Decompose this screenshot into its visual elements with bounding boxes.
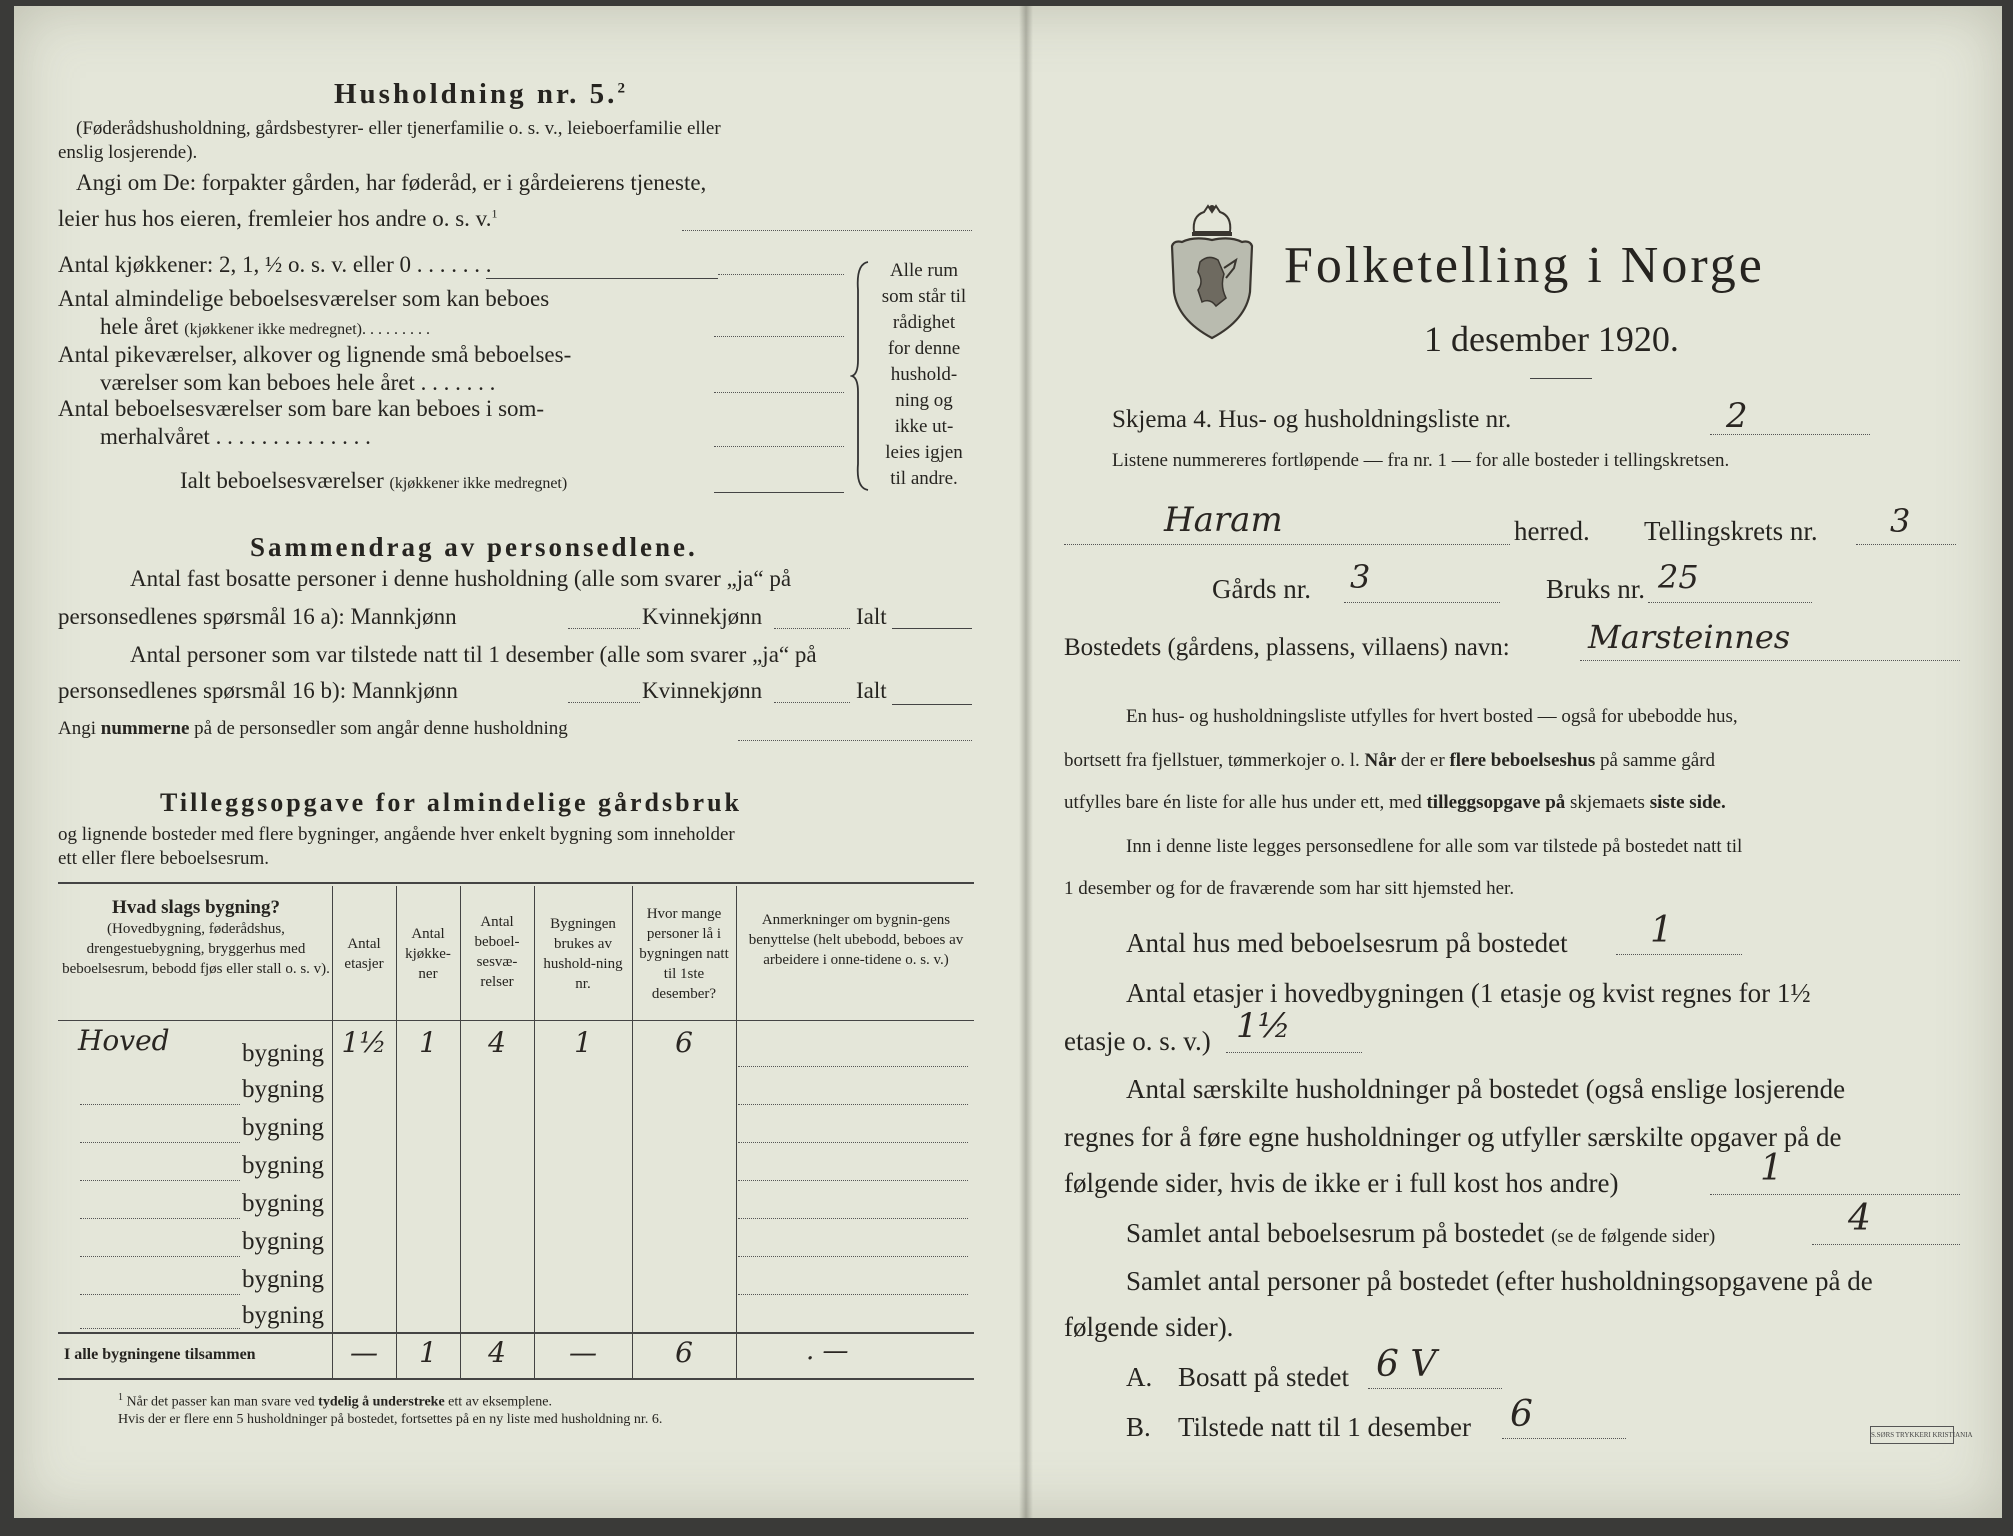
kitchens-label: Antal kjøkkener: 2, 1, ½ o. s. v. eller 0 . . . . . . . — [58, 252, 492, 277]
th-etasjer: Antal etasjer — [344, 936, 384, 972]
th-kjokkener: Antal kjøkke-ner — [405, 926, 451, 982]
tilstede-letter: B. — [1126, 1412, 1151, 1442]
angi-nummer-answer[interactable] — [738, 740, 972, 741]
para1-line2 — [1064, 750, 1715, 772]
tellingskrets-value[interactable]: 3 — [1890, 502, 1911, 540]
tillegg-title: Tilleggsopgave for almindelige gårdsbruk — [160, 788, 743, 817]
printer-stamp: S.SØRS TRYKKERI KRISTIANIA — [1870, 1426, 1954, 1444]
brace-note-line: som står til — [881, 286, 967, 307]
total-rooms-answer[interactable] — [714, 492, 844, 493]
total-vaerelser[interactable]: 4 — [488, 1336, 506, 1369]
para2-line2: 1 desember og for de fraværende som har sitt hjemsted her. — [1064, 878, 1515, 899]
regular-rooms-label-1: Antal almindelige beboelsesværelser som kan beboes — [58, 286, 550, 311]
para1-line2c: der er — [1400, 750, 1445, 771]
summary-a-ialt-label: Ialt — [856, 604, 887, 629]
angi-line-2-text: leier hus hos eieren, fremleier hos andre o. s. v. — [58, 206, 492, 231]
th-anmerkninger: Anmerkninger om bygnin-gens benyttelse (helt ubebodd, beboes av arbeidere i onne-tidene o. s. v.) — [748, 912, 964, 968]
summary-b-ialt-label: Ialt — [856, 678, 887, 703]
kitchens-underline — [486, 278, 718, 279]
summer-rooms-label-2: merhalvåret . . . . . . . . . . . . . . — [100, 424, 371, 449]
regular-rooms-label-2b: (kjøkkener ikke medregnet). . . . . . . . . — [184, 321, 430, 338]
etasjer-answer-line — [1226, 1052, 1362, 1053]
table-top-border — [58, 882, 974, 884]
tilstede-value[interactable]: 6 — [1510, 1394, 1533, 1435]
para1-line2a: bortsett fra fjellstuer, tømmerkojer o. l. — [1064, 750, 1360, 771]
row-anm-line[interactable] — [738, 1066, 968, 1067]
tilstede-label: Tilstede natt til 1 desember — [1178, 1412, 1471, 1442]
para1-line1: En hus- og husholdningsliste utfylles for hvert bosted — også for ubebodde hus, — [1126, 706, 1738, 727]
bosatt-label: Bosatt på stedet — [1178, 1362, 1349, 1392]
para1-line3d: siste side. — [1649, 792, 1726, 813]
para1-line3a: utfylles bare én liste for alle hus under ett, med — [1064, 792, 1422, 813]
angi-nummer-c: på de personsedler som angår denne husholdning — [194, 718, 568, 739]
brace-note-line: ikke ut- — [894, 416, 954, 437]
pers-label-2: følgende sider). — [1064, 1312, 1234, 1342]
row-type-line[interactable] — [80, 1180, 240, 1181]
tillegg-line-2: ett eller flere beboelsesrum. — [58, 848, 270, 869]
th-building-type — [62, 898, 330, 979]
table-col-divider — [460, 886, 461, 1378]
row-suffix: bygning — [242, 1302, 324, 1329]
th-building-type-rest: (Hovedbygning, føderådshus, drengestuebygning, bryggerhus med beboelsesrum, bebodd fjøs eller stall o. s. v). — [62, 921, 330, 977]
summary-b-kvinne-label: Kvinnekjønn — [642, 678, 763, 703]
row-suffix: bygning — [242, 1190, 324, 1217]
skjema-label: Skjema 4. Hus- og husholdningsliste nr. — [1112, 406, 1512, 433]
census-sheet — [14, 6, 2002, 1518]
etasjer-label-2: etasje o. s. v.) — [1064, 1026, 1211, 1056]
brace-note-line: rådighet — [892, 312, 956, 333]
brace-note-line: Alle rum — [889, 260, 959, 281]
total-anmerkninger[interactable]: . — — [806, 1336, 849, 1366]
kitchens-answer[interactable] — [718, 274, 844, 275]
summary-b-line-2: personsedlenes spørsmål 16 b): Mannkjønn — [58, 678, 458, 703]
hus-label: Antal hus med beboelsesrum på bostedet — [1126, 928, 1568, 958]
main-date: 1 desember 1920. — [1424, 319, 1679, 359]
total-rooms-text: Ialt beboelsesværelser — [180, 468, 384, 493]
row-type-line[interactable] — [80, 1328, 240, 1329]
table-col-divider — [534, 886, 535, 1378]
brace-note-line: for denne — [887, 338, 961, 359]
hush-value[interactable]: 1 — [1760, 1148, 1783, 1189]
tellingskrets-label: Tellingskrets nr. — [1644, 516, 1818, 546]
row-suffix: bygning — [242, 1040, 324, 1067]
tillegg-line-1: og lignende bosteder med flere bygninger, angående hver enkelt bygning som inneholder — [58, 824, 735, 845]
angi-nummer-b: nummerne — [100, 718, 190, 739]
row-type-line[interactable] — [80, 1218, 240, 1219]
intro-line-2: enslig losjerende). — [58, 142, 198, 163]
summary-b-kvinne-answer[interactable] — [774, 702, 850, 703]
summary-b-mann-answer[interactable] — [568, 702, 640, 703]
row-anm-line[interactable] — [738, 1142, 968, 1143]
brace-note-line: hushold- — [890, 364, 958, 385]
summary-a-kvinne-label: Kvinnekjønn — [642, 604, 763, 629]
hus-answer-line — [1616, 954, 1742, 955]
table-col-divider — [632, 886, 633, 1378]
gards-answer-line — [1344, 602, 1500, 603]
brace-icon — [850, 260, 872, 492]
summary-title: Sammendrag av personsedlene. — [250, 532, 698, 562]
hus-value[interactable]: 1 — [1650, 910, 1673, 951]
row-anm-line[interactable] — [738, 1218, 968, 1219]
bosted-answer-line — [1580, 660, 1960, 661]
para1-line2b: Når — [1364, 750, 1397, 771]
household-title-footnote: 2 — [617, 80, 628, 97]
herred-value[interactable]: Haram — [1164, 500, 1283, 540]
rom-label — [1126, 1218, 1715, 1249]
summary-a-mann-answer[interactable] — [568, 628, 640, 629]
angi-nummer — [58, 718, 568, 740]
hush-label-1: Antal særskilte husholdninger på bostedet (også enslige losjerende — [1126, 1074, 1846, 1104]
row-type-line[interactable] — [80, 1142, 240, 1143]
row-anm-line[interactable] — [738, 1256, 968, 1257]
row-type-line[interactable] — [80, 1294, 240, 1295]
regular-rooms-answer[interactable] — [714, 336, 844, 337]
para1-line3b: tilleggsopgave på — [1426, 792, 1566, 813]
row-anm-line[interactable] — [738, 1294, 968, 1295]
row-suffix: bygning — [242, 1076, 324, 1103]
brace-note — [872, 258, 976, 492]
brace-note-line: leies igjen — [885, 442, 963, 463]
bruks-label: Bruks nr. — [1546, 574, 1646, 604]
th-personer: Hvor mange personer lå i bygningen natt til 1ste desember? — [639, 906, 729, 1002]
gards-value[interactable]: 3 — [1350, 558, 1371, 596]
para1-line3 — [1064, 792, 1726, 814]
angi-footnote-marker: 1 — [491, 206, 498, 221]
row-etasjer[interactable]: 1½ — [341, 1026, 387, 1059]
household-title-text: Husholdning nr. 5. — [334, 78, 618, 110]
footnote-1-marker: 1 — [118, 1392, 123, 1403]
bosted-value[interactable]: Marsteinnes — [1588, 618, 1791, 656]
etasjer-label-1: Antal etasjer i hovedbygningen (1 etasje og kvist regnes for 1½ — [1126, 978, 1811, 1008]
page-fold — [1019, 6, 1033, 1518]
household-title — [334, 78, 628, 111]
summary-a-ialt-answer[interactable] — [892, 628, 972, 629]
th-husholdning: Bygningen brukes av hushold-ning nr. — [543, 916, 623, 992]
small-rooms-label-2: værelser som kan beboes hele året . . . . . . . — [100, 370, 496, 395]
bosatt-letter: A. — [1126, 1362, 1153, 1392]
main-title: Folketelling i Norge — [1284, 237, 1765, 294]
summary-a-line-2: personsedlenes spørsmål 16 a): Mannkjønn — [58, 604, 457, 629]
row-suffix: bygning — [242, 1228, 324, 1255]
bosatt-answer-line — [1368, 1388, 1502, 1389]
coat-of-arms-icon — [1164, 202, 1260, 344]
regular-rooms-label-2 — [100, 314, 430, 340]
table-col-divider — [332, 886, 333, 1378]
total-kjokkener[interactable]: 1 — [419, 1336, 437, 1369]
herred-label: herred. — [1514, 516, 1590, 546]
row-suffix: bygning — [242, 1152, 324, 1179]
tilstede-answer-line — [1502, 1438, 1626, 1439]
th-building-type-bold: Hvad slags bygning? — [112, 897, 280, 918]
total-husholdning[interactable]: — — [569, 1336, 597, 1369]
footnote-1a: Når det passer kan man svare ved — [126, 1394, 315, 1410]
row-vaerelser[interactable]: 4 — [488, 1026, 506, 1059]
row-type-line[interactable] — [80, 1104, 240, 1105]
table-total-top-border — [58, 1332, 974, 1334]
hush-answer-line — [1710, 1194, 1960, 1195]
bruks-value[interactable]: 25 — [1658, 558, 1699, 596]
footnote-1 — [118, 1392, 552, 1411]
row-husholdning[interactable]: 1 — [574, 1026, 592, 1059]
hush-label-2: regnes for å føre egne husholdninger og utfyller særskilte opgaver på de — [1064, 1122, 1842, 1152]
bruks-answer-line — [1648, 602, 1812, 603]
regular-rooms-label-2a: hele året — [100, 314, 179, 339]
small-rooms-answer[interactable] — [714, 392, 844, 393]
row-kjokkener[interactable]: 1 — [419, 1026, 437, 1059]
angi-line-2 — [58, 206, 497, 232]
footnote-1b: tydelig å understreke — [318, 1394, 445, 1410]
para1-line2e: på samme gård — [1600, 750, 1716, 771]
bosted-label: Bostedets (gårdens, plassens, villaens) navn: — [1064, 634, 1510, 661]
angi-nummer-a: Angi — [58, 718, 96, 739]
title-rule — [1530, 378, 1592, 379]
skjema-value[interactable]: 2 — [1726, 396, 1748, 436]
rom-label-text: Samlet antal beboelsesrum på bostedet — [1126, 1218, 1545, 1248]
brace-note-line: til andre. — [890, 468, 958, 489]
table-bottom-border — [58, 1378, 974, 1380]
para1-line3c: skjemaets — [1570, 792, 1645, 813]
row-anm-line[interactable] — [738, 1180, 968, 1181]
angi-line-1: Angi om De: forpakter gården, har føderåd, er i gårdeierens tjeneste, — [76, 170, 707, 195]
row-suffix: bygning — [242, 1114, 324, 1141]
summary-b-ialt-answer[interactable] — [892, 704, 972, 705]
row-type-line[interactable] — [80, 1256, 240, 1257]
summer-rooms-label-1: Antal beboelsesværelser som bare kan beboes i som- — [58, 396, 545, 421]
th-vaerelser: Antal beboel-sesvæ-relser — [474, 914, 520, 990]
small-rooms-label-1: Antal pikeværelser, alkover og lignende små beboelses- — [58, 342, 572, 367]
row-suffix: bygning — [242, 1266, 324, 1293]
table-col-divider — [396, 886, 397, 1378]
summary-a-line-1: Antal fast bosatte personer i denne husholdning (alle som svarer „ja“ på — [130, 566, 792, 591]
total-rooms-label — [180, 468, 567, 494]
gards-label: Gårds nr. — [1212, 574, 1311, 604]
total-row-label: I alle bygningene tilsammen — [64, 1346, 256, 1363]
bosatt-value[interactable]: 6 V — [1376, 1344, 1437, 1385]
pers-label-1: Samlet antal personer på bostedet (efter husholdningsopgavene på de — [1126, 1266, 1873, 1296]
total-rooms-small: (kjøkkener ikke medregnet) — [389, 475, 568, 492]
table-header-border — [58, 1020, 974, 1021]
summary-b-line-1: Antal personer som var tilstede natt til 1 desember (alle som svarer „ja“ på — [130, 642, 817, 667]
row-personer[interactable]: 6 — [675, 1026, 693, 1059]
herred-answer-line — [1064, 544, 1510, 545]
angi-answer-line[interactable] — [682, 230, 972, 231]
table-col-divider — [736, 886, 737, 1378]
tellingskrets-answer-line — [1856, 544, 1956, 545]
listene-note: Listene nummereres fortløpende — fra nr. 1 — for alle bosteder i tellingskretsen. — [1112, 450, 1730, 471]
footnote-2: Hvis der er flere enn 5 husholdninger på bostedet, fortsettes på en ny liste med husholdning nr. 6. — [118, 1412, 663, 1427]
para1-line2d: flere beboelseshus — [1449, 750, 1596, 771]
etasjer-value[interactable]: 1½ — [1236, 1006, 1291, 1046]
rom-value[interactable]: 4 — [1848, 1198, 1871, 1239]
rom-label-small: (se de følgende sider) — [1551, 1226, 1716, 1247]
para2-line1: Inn i denne liste legges personsedlene for alle som var tilstede på bostedet natt til — [1126, 836, 1743, 857]
total-personer[interactable]: 6 — [675, 1336, 693, 1369]
hush-label-3: følgende sider, hvis de ikke er i full kost hos andre) — [1064, 1168, 1619, 1198]
summary-a-kvinne-answer[interactable] — [774, 628, 850, 629]
total-etasjer[interactable]: — — [350, 1336, 378, 1369]
intro-line-1: (Føderådshusholdning, gårdsbestyrer- eller tjenerfamilie o. s. v., leieboerfamilie eller — [76, 118, 721, 139]
rom-answer-line — [1812, 1244, 1960, 1245]
brace-note-line: ning og — [895, 390, 953, 411]
row-anm-line[interactable] — [738, 1104, 968, 1105]
footnote-1c: ett av eksemplene. — [448, 1394, 552, 1410]
row-building-type-handwriting[interactable]: Hoved — [78, 1024, 170, 1057]
summer-rooms-answer[interactable] — [714, 446, 844, 447]
